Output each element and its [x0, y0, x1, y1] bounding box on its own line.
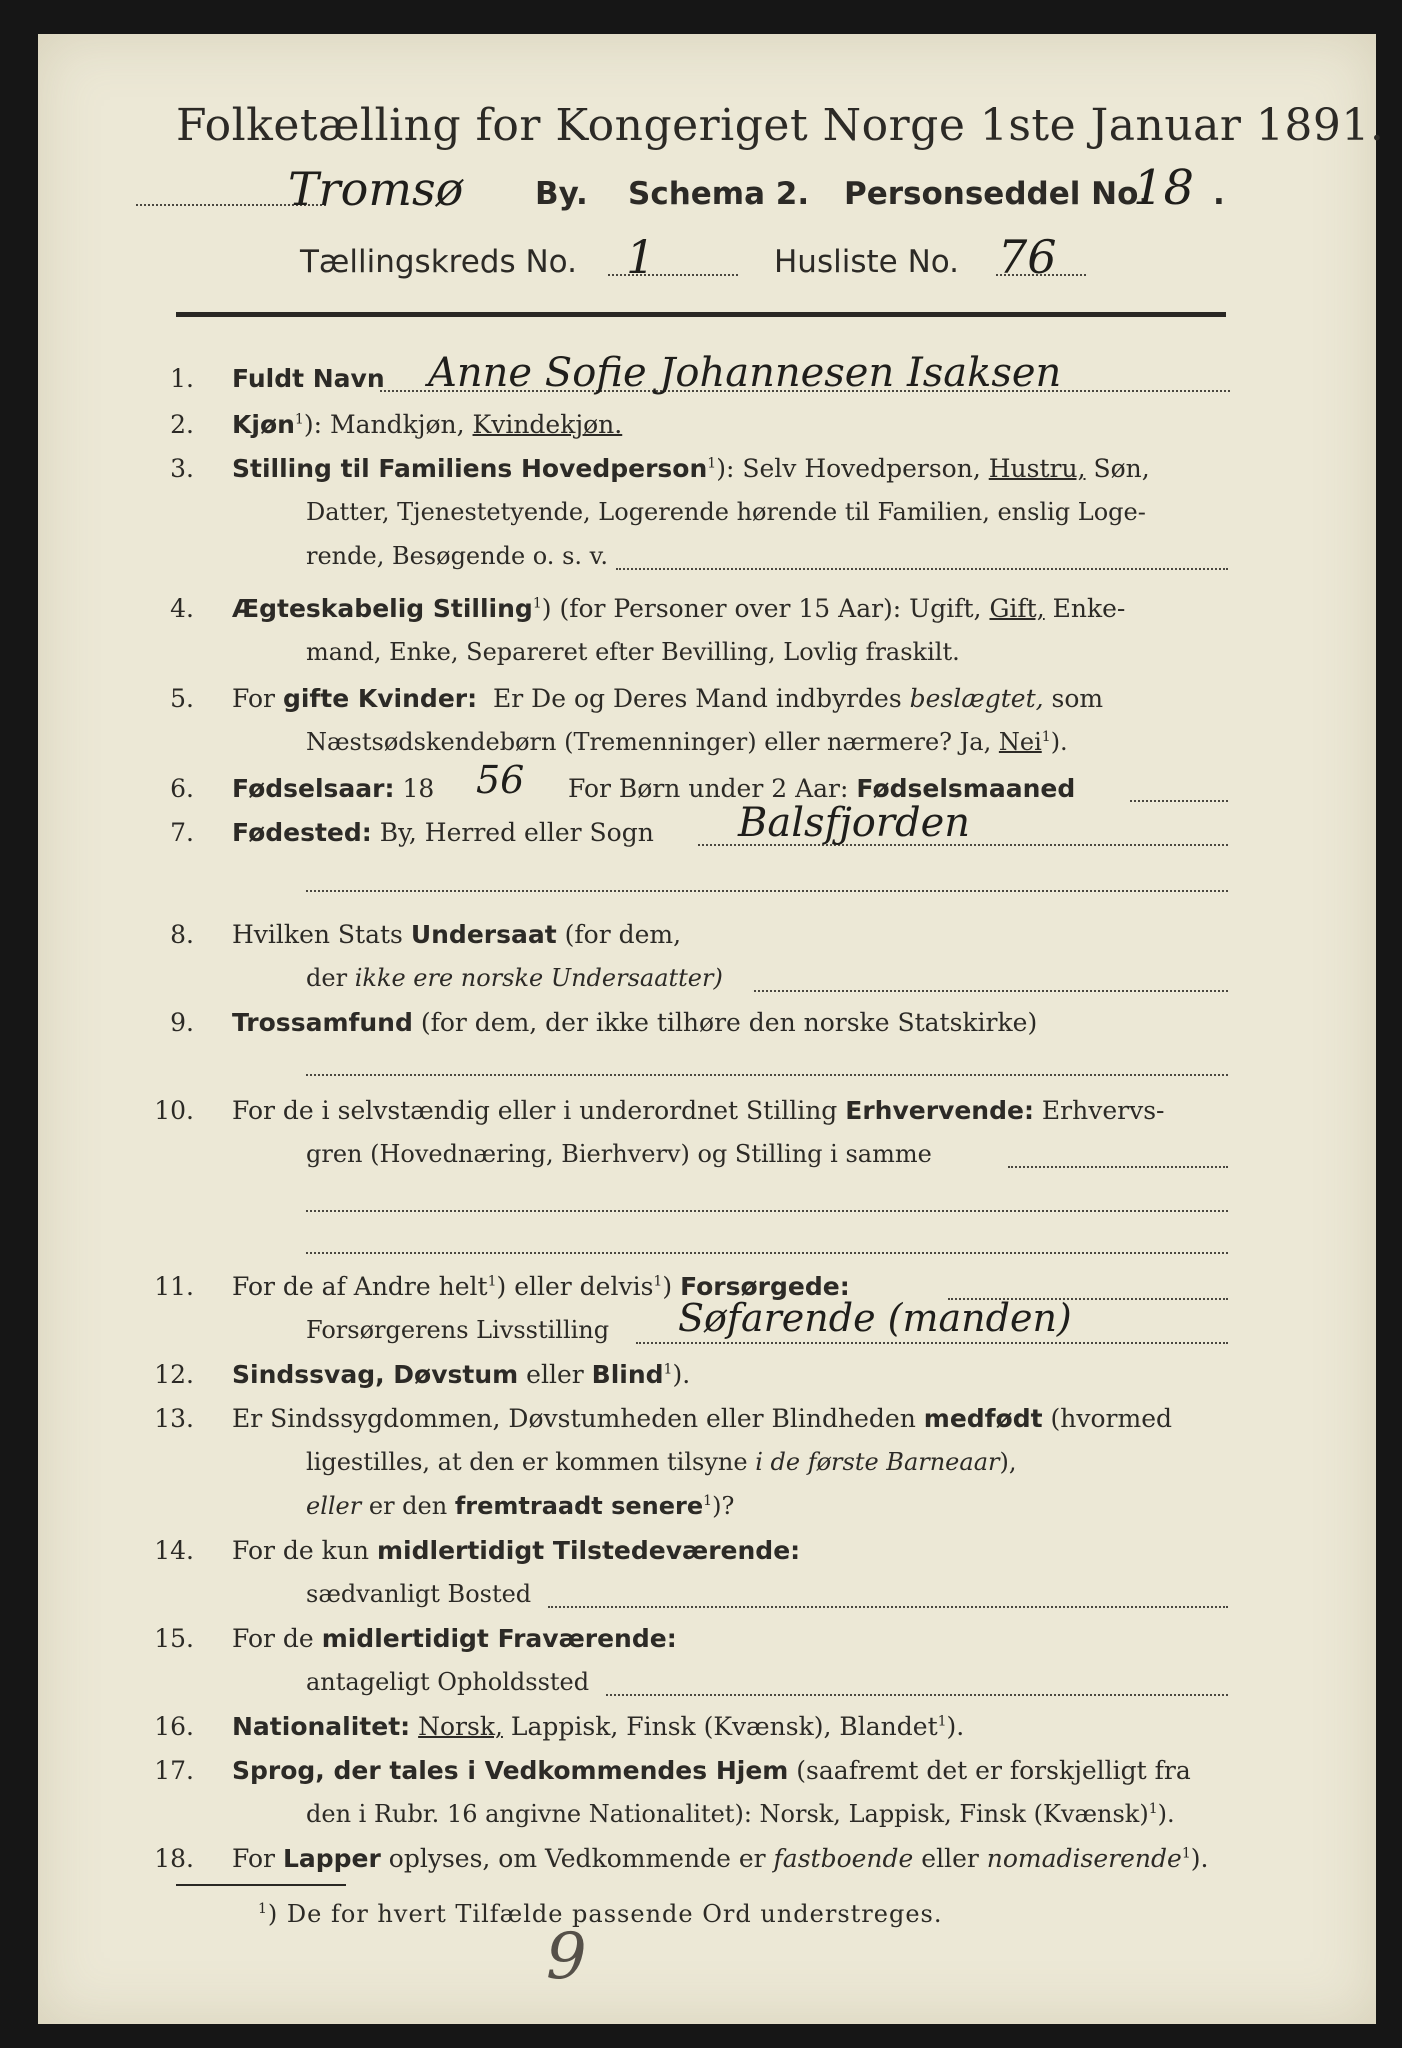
item-number: 15.: [154, 1624, 194, 1653]
item-number: 8.: [170, 920, 194, 949]
kreds-number: 1: [626, 230, 656, 284]
aegteskab-label: Ægteskabelig Stilling: [232, 594, 533, 623]
header-rule: [176, 312, 1226, 317]
personseddel-label: Personseddel No.: [844, 176, 1151, 212]
form-title: Folketælling for Kongeriget Norge 1ste Januar 1891.: [176, 100, 1385, 151]
item-number: 6.: [170, 774, 194, 803]
slaegt-selected: Nei: [998, 728, 1042, 756]
item-number: 10.: [154, 1096, 194, 1125]
kjon-label: Kjøn: [232, 410, 295, 439]
stilling-label: Stilling til Familiens Hovedperson: [232, 454, 708, 483]
stilling-line-3: rende, Besøgende o. s. v.: [306, 542, 608, 570]
item-number: 3.: [170, 454, 194, 483]
item-number: 5.: [170, 684, 194, 713]
item-number: 14.: [154, 1536, 194, 1565]
page-number-handwritten: 9: [546, 1920, 587, 1994]
fodested-value: Balsfjorden: [738, 800, 971, 846]
forsorger-value: Søfarende (manden): [678, 1296, 1072, 1340]
husliste-number: 76: [998, 230, 1057, 284]
item-number: 4.: [170, 594, 194, 623]
item-number: 17.: [154, 1756, 194, 1785]
full-name-value: Anne Sofie Johannesen Isaksen: [428, 350, 1062, 396]
item-number: 16.: [154, 1712, 194, 1741]
nationalitet-selected: Norsk,: [418, 1712, 503, 1741]
fodselsaar-value: 56: [476, 758, 525, 802]
stilling-selected: Hustru,: [988, 454, 1086, 483]
item-number: 12.: [154, 1360, 194, 1389]
aegteskab-line-2: mand, Enke, Separeret efter Bevilling, Lovlig fraskilt.: [306, 638, 960, 666]
item-number: 7.: [170, 818, 194, 847]
fodselsaar-label: Fødselsaar:: [232, 774, 395, 803]
item-number: 11.: [154, 1272, 194, 1301]
city-handwritten: Tromsø: [288, 162, 464, 216]
by-label: By.: [535, 176, 588, 212]
item-number: 18.: [154, 1844, 194, 1873]
schema-label: Schema 2.: [628, 176, 810, 212]
kreds-label: Tællingskreds No.: [300, 244, 577, 280]
personseddel-number: 18: [1133, 160, 1195, 216]
gifte-label: gifte Kvinder:: [282, 684, 478, 713]
item-number: 1.: [170, 364, 194, 393]
kjon-selected: Kvindekjøn.: [472, 410, 623, 439]
husliste-label: Husliste No.: [774, 244, 960, 280]
stilling-line-2: Datter, Tjenestetyende, Logerende hørende til Familien, enslig Loge-: [306, 498, 1146, 526]
footnote: $^1$) De for hvert Tilfælde passende Ord understreges.: [258, 1900, 943, 1928]
item-number: 13.: [154, 1404, 194, 1433]
full-name-label: Fuldt Navn: [232, 364, 385, 393]
census-form-page: Folketælling for Kongeriget Norge 1ste Januar 1891. Tromsø By. Schema 2. Personseddel No. 18 . Tællingskreds No. 1 Husliste No. 76 1. Fuldt Navn Anne Sofie Johannesen Isaksen 2. Kjøn$^1$): Mandkjøn, Kvindekjøn. 3. Stilling til Familiens Hovedperson$^1$): Selv Hovedperson, Hustru, Søn, Datter, Tjenestetyende, Logerende hørende til Familien, enslig Loge- rende, Besøgende o. s. v. 4. Ægteskabelig Stilling$^1$) (for Personer over 15 Aar): Ugift, Gift, Enke- mand, Enke, Separeret efter Bevilling, Lovlig fraskilt. 5. For gifte Kvinder: Er De og Deres Mand indbyrdes beslægtet, som Næstsødskendebørn (Tremenninger) eller nærmere? Ja, Nei$^1$). 6. Fødselsaar: 18 56 For Børn under 2 Aar: Fødselsmaaned 7. Fødested: By, Herred eller Sogn Balsfjorden 8. Hvilken Stats Undersaat (for dem, der ikke ere norske Undersaatter) 9. Trossamfund (for dem, der ikke tilhøre den norske Statskirke) 10. For de i selvstændig eller i underordnet Stilling Erhvervende: Erhvervs- gren (Hovednæring, Bierhverv) og Stilling i samme 11. For de af Andre helt$^1$) eller delvis$^1$) Forsørgede: Forsørgerens Livsstilling Søfarende (manden) 12. Sindssvag, Døvstum eller Blind$^1$). 13. Er Sindssygdommen, Døvstumheden eller Blindheden medfødt (hvormed ligestilles, at den er kommen tilsyne i de første Barneaar), eller er den fremtraadt senere$^1$)? 14. For de kun midlertidigt Tilstedeværende: sædvanligt Bosted 15. For de midlertidigt Fraværende: antageligt Opholdssted 16. Nationalitet: Norsk, Lappisk, Finsk (Kvænsk), Blandet$^1$). 17. Sprog, der tales i Vedkommendes Hjem (saafremt det er forskjelligt fra den i Rubr. 16 angivne Nationalitet): Norsk, Lappisk, Finsk (Kvænsk)$^1$). 18. For Lapper oplyses, om Vedkommende er fastboende eller nomadiserende$^1$). $^1$) De for hvert Tilfælde passende Ord understreges. 9: [38, 34, 1376, 2024]
item-number: 9.: [170, 1008, 194, 1037]
aegteskab-selected: Gift,: [989, 594, 1045, 623]
item-number: 2.: [170, 410, 194, 439]
fodested-label: Fødested:: [232, 818, 372, 847]
